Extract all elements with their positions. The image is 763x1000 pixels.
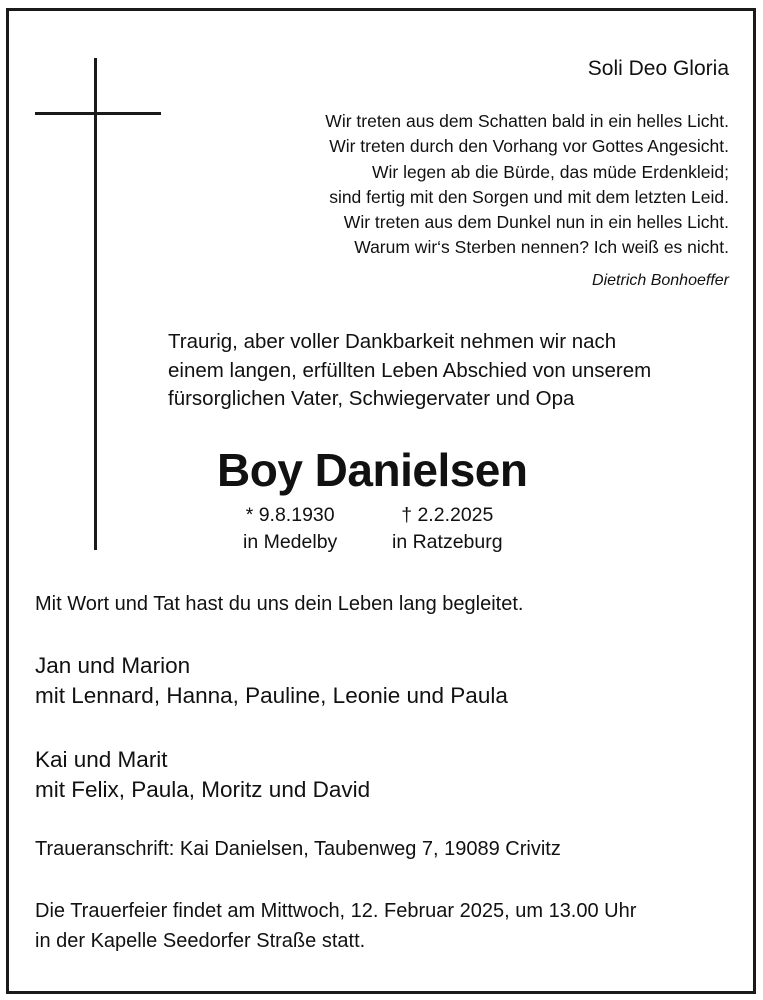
poem-author: Dietrich Bonhoeffer [592,272,729,289]
death-date: † 2.2.2025 [401,504,494,526]
cross-vertical-bar [94,58,97,550]
intro-text [168,328,651,414]
poem-line: Wir treten aus dem Schatten bald in ein helles Licht. [325,111,729,131]
family-names: Jan und Marion [35,653,191,678]
family-group [35,745,370,805]
intro-line: Traurig, aber voller Dankbarkeit nehmen wir nach [168,330,617,353]
poem-line: Wir treten aus dem Dunkel nun in ein helles Licht. [343,212,729,233]
birth-date: * 9.8.1930 [245,504,335,526]
family-group [35,651,508,711]
cross-horizontal-bar [35,112,161,115]
motto: Soli Deo Gloria [587,57,729,80]
ceremony-info [35,896,636,956]
family-names: Kai und Marit [35,747,168,772]
birth-place: in Medelby [243,531,338,553]
poem-line: sind fertig mit den Sorgen und mit dem letzten Leid. [329,186,729,207]
poem-line: Warum wir‘s Sterben nennen? Ich weiß es nicht. [354,237,729,258]
ceremony-line: Die Trauerfeier findet am Mittwoch, 12. Februar 2025, um 13.00 Uhr [35,900,637,922]
ceremony-line: in der Kapelle Seedorfer Straße statt. [35,930,366,952]
deceased-name: Boy Danielsen [217,444,528,496]
family-children: mit Lennard, Hanna, Pauline, Leonie und Paula [35,683,508,708]
mourning-address: Traueranschrift: Kai Danielsen, Taubenweg 7, 19089 Crivitz [35,838,561,860]
death-place: in Ratzeburg [392,531,503,553]
family-children: mit Felix, Paula, Moritz und David [35,777,371,802]
intro-line: einem langen, erfüllten Leben Abschied von unserem [168,358,652,382]
death-info [392,502,503,556]
intro-line: fürsorglichen Vater, Schwiegervater und Opa [168,387,575,410]
poem [325,109,729,261]
poem-line: Wir legen ab die Bürde, das müde Erdenkleid; [371,161,729,182]
poem-line: Wir treten durch den Vorhang vor Gottes Angesicht. [329,136,729,157]
dedication: Mit Wort und Tat hast du uns dein Leben lang begleitet. [35,593,524,615]
birth-info [243,502,337,556]
